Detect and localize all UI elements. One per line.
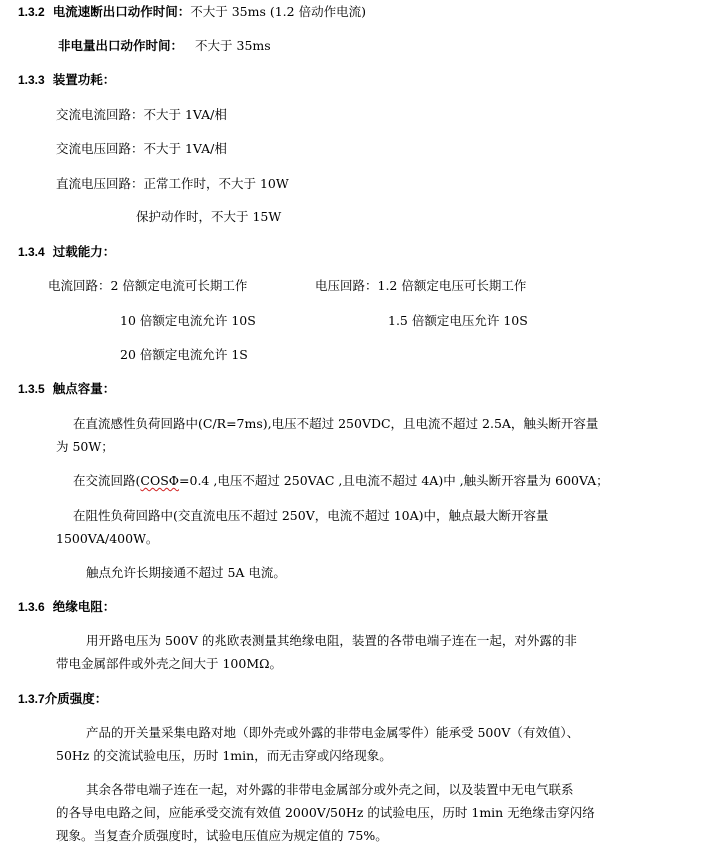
dielectric-p1-line-1: 产品的开关量采集电路对地（即外壳或外露的非带电金属零件）能承受 500V（有效值）、 xyxy=(86,725,580,740)
contact-ac-line xyxy=(73,472,609,490)
dielectric-p1-line-2: 50Hz 的交流试验电压，历时 1min，而无击穿或闪络现象。 xyxy=(56,748,392,763)
contact-ac-post: =0.4 ,电压不超过 250VAC ,且电流不超过 4A)中 ,触头断开容量为 600VA； xyxy=(179,473,609,488)
dielectric-p2-line-2: 的各导电电路之间，应能承受交流有效值 2000V/50Hz 的试验电压，历时 1min 无绝缘击穿闪络 xyxy=(56,805,595,820)
contact-long-term: 触点允许长期接通不超过 5A 电流。 xyxy=(86,565,286,580)
section-1-3-2-heading xyxy=(18,3,366,21)
power-line-ac-voltage: 交流电压回路：不大于 1VA/相 xyxy=(56,141,227,156)
section-title: 电流速断出口动作时间： xyxy=(52,4,191,19)
section-number: 1.3.3 xyxy=(18,73,45,87)
contact-resistive-line-1: 在阻性负荷回路中(交直流电压不超过 250V，电流不超过 10A)中，触点最大断开容量 xyxy=(73,508,549,523)
dielectric-p2-line-3: 现象。当复查介质强度时，试验电压值应为规定值的 75%。 xyxy=(56,828,388,843)
section-1-3-5-heading xyxy=(18,380,115,398)
power-line-ac-current: 交流电流回路：不大于 1VA/相 xyxy=(56,107,227,122)
overload-voltage-10s: 1.5 倍额定电压允许 10S xyxy=(388,313,528,328)
section-number: 1.3.5 xyxy=(18,382,45,396)
insulation-line-2: 带电金属部件或外壳之间大于 100MΩ。 xyxy=(56,656,282,671)
power-line-protect-action: 保护动作时，不大于 15W xyxy=(136,209,282,224)
section-title: 介质强度： xyxy=(44,691,108,706)
contact-ac-pre: 在交流回路( xyxy=(73,473,141,488)
sub-value: 不大于 35ms xyxy=(195,38,271,53)
dielectric-p2-line-1: 其余各带电端子连在一起，对外露的非带电金属部分或外壳之间，以及装置中无电气联系 xyxy=(86,782,574,797)
section-number: 1.3.4 xyxy=(18,245,45,259)
section-title: 触点容量： xyxy=(52,381,116,396)
section-title: 过载能力： xyxy=(52,244,116,259)
section-title: 装置功耗： xyxy=(52,72,116,87)
contact-dc-line-2: 为 50W； xyxy=(56,439,114,454)
sub-title: 非电量出口动作时间： xyxy=(58,38,184,53)
section-number: 1.3.7 xyxy=(18,692,45,706)
insulation-line-1: 用开路电压为 500V 的兆欧表测量其绝缘电阻，装置的各带电端子连在一起，对外露的非 xyxy=(86,633,577,648)
section-1-3-7-heading xyxy=(18,690,107,708)
section-1-3-6-heading xyxy=(18,598,115,616)
overload-current-10s: 10 倍额定电流允许 10S xyxy=(120,313,256,328)
section-title: 绝缘电阻： xyxy=(52,599,116,614)
non-electric-output-time xyxy=(58,37,271,55)
contact-resistive-line-2: 1500VA/400W。 xyxy=(56,531,159,546)
section-number: 1.3.6 xyxy=(18,600,45,614)
section-value: 不大于 35ms (1.2 倍动作电流) xyxy=(190,4,366,19)
spellcheck-word: COSΦ xyxy=(140,473,180,488)
contact-dc-line-1: 在直流感性负荷回路中(C/R=7ms),电压不超过 250VDC，且电流不超过 2.5A，触头断开容量 xyxy=(73,416,599,431)
section-number: 1.3.2 xyxy=(18,5,45,19)
overload-voltage-long: 电压回路：1.2 倍额定电压可长期工作 xyxy=(315,278,527,293)
overload-current-1s: 20 倍额定电流允许 1S xyxy=(120,347,248,362)
section-1-3-4-heading xyxy=(18,243,115,261)
section-1-3-3-heading xyxy=(18,71,115,89)
overload-current-long: 电流回路：2 倍额定电流可长期工作 xyxy=(48,278,248,293)
power-line-dc-voltage: 直流电压回路：正常工作时，不大于 10W xyxy=(56,176,289,191)
